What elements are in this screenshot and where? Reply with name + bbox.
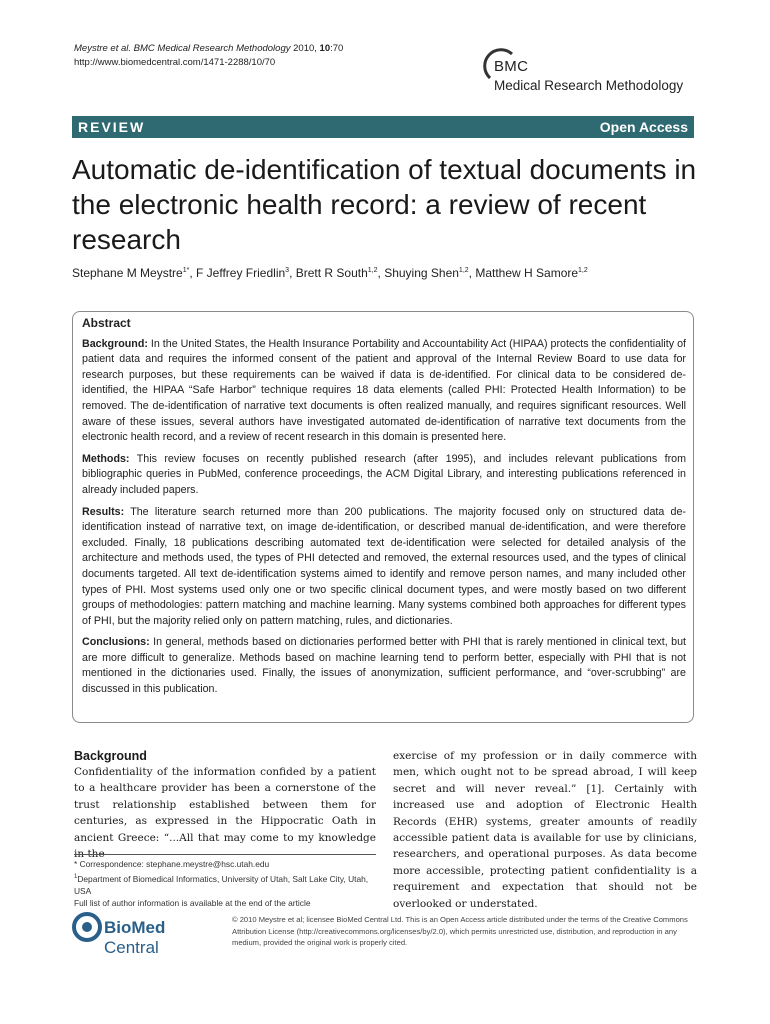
citation-url[interactable]: http://www.biomedcentral.com/1471-2288/10/70	[74, 57, 276, 68]
abstract-section-text: This review focuses on recently published research (after 1995), and includes relevant publications from bibliographic queries in PubMed, conference proceedings, the ACM Digital Library, and interesting publications referenced in already included papers.	[82, 452, 686, 496]
citation-journal: Meystre et al. BMC Medical Research Methodology	[74, 43, 291, 54]
abstract-section-label: Background:	[82, 337, 148, 350]
abstract-section	[82, 452, 686, 499]
author-list: Stephane M Meystre$^{1*}$, F Jeffrey Friedlin$^3$, Brett R South$^{1,2}$, Shuying Shen$^{1,2}$, Matthew H Samore$^{1,2}$	[72, 266, 588, 280]
body-column-left	[74, 748, 376, 862]
author-affiliation: 1,2	[578, 267, 588, 274]
author-name: Brett R South	[295, 266, 368, 280]
body-column-right	[393, 748, 697, 912]
affiliation-number: 1	[74, 873, 78, 880]
journal-brand: BMC	[494, 58, 529, 75]
author-name: F Jeffrey Friedlin	[196, 266, 286, 280]
citation-pages: :70	[330, 43, 344, 54]
author-affiliation: 3	[285, 267, 290, 274]
biomed-central-icon	[72, 912, 102, 942]
publisher-name	[104, 918, 222, 958]
author-name: Matthew H Samore	[475, 266, 579, 280]
citation-year: 2010,	[290, 43, 320, 54]
abstract-section-text: In general, methods based on dictionaries performed better with PHI that is rarely mentioned in clinical text, but are more difficult to generalize. Methods based on machine learning tend to perform better, especially with PHI that is not mentioned in the dictionaries used. Finally, the issues of anonymization, sufficient performance, and “over-scrubbing” are discussed in this publication.	[82, 636, 686, 696]
abstract-section-label: Methods:	[82, 452, 130, 465]
abstract	[82, 316, 686, 704]
author-info-note: Full list of author information is available at the end of the article	[74, 898, 311, 909]
article-title: Automatic de-identification of textual documents in the electronic health record: a review of recent research	[72, 154, 697, 255]
author-name: Shuying Shen	[384, 266, 459, 280]
journal-logo	[482, 46, 702, 96]
abstract-heading: Abstract	[82, 316, 131, 330]
publisher-name-rest: Central	[104, 938, 159, 957]
abstract-section	[82, 337, 686, 446]
affiliation-note	[74, 871, 376, 898]
author-name: Stephane M Meystre	[72, 266, 183, 280]
citation-volume: 10	[319, 43, 331, 54]
journal-name: Medical Research Methodology	[494, 78, 684, 93]
license-text: © 2010 Meystre et al; licensee BioMed Central Ltd. This is an Open Access article distributed under the terms of the Creative Commons Attribution License (http://creativecommons.org/licenses/by/2.0), which permits unrestricted use, distribution, and reproduction in any medium, provided the original work is properly cited.	[232, 915, 688, 947]
article-type: REVIEW	[78, 119, 146, 135]
publisher-name-bold: BioMed	[104, 918, 166, 937]
abstract-section-label: Conclusions:	[82, 636, 150, 649]
affiliation-text: Department of Biomedical Informatics, University of Utah, Salt Lake City, Utah, USA	[74, 873, 369, 896]
footnotes	[74, 858, 376, 910]
abstract-section-text: In the United States, the Health Insurance Portability and Accountability Act (HIPAA) protects the confidentiality of patient data and requires the informed consent of the patient and approval of the Internal Review Board to use data for research purposes, but these requirements can be waived if data is de-identified. For clinical data to be considered de-identified, the HIPAA “Safe Harbor” technique requires 18 data elements (called PHI: Protected Health Information) to be removed. The de-identification of narrative text documents is often realized manually, and requires significant resources. Well aware of these issues, several authors have investigated automated de-identification of narrative text documents from the electronic health record, and a review of recent research in this domain is presented here.	[82, 337, 686, 444]
author-affiliation: 1*	[182, 267, 190, 274]
section-heading: Background	[74, 749, 147, 763]
article-type-banner	[72, 116, 694, 138]
correspondence-note: * Correspondence: stephane.meystre@hsc.utah.edu	[74, 859, 270, 869]
body-paragraph: exercise of my profession or in daily commerce with men, which ought not to be spread abroad, I will keep secret and will never reveal.” [1]. Certainly with increased use and adoption of Electronic Health Records (EHR) systems, greater amounts of readily accessible patient data is available for use by clinicians, researchers, and operational purposes. As data become more accessible, protecting patient confidentiality is a requirement and expectation that should not be overlooked or understated.	[393, 750, 697, 910]
footnote-divider	[74, 854, 376, 855]
body-paragraph: Confidentiality of the information confided by a patient to a healthcare provider has been a cornerstone of the trust relationship established between them for centuries, as expressed in the Hippocratic Oath in ancient Greece: “...All that may come to my knowledge in the	[74, 766, 376, 861]
abstract-section-text: The literature search returned more than 200 publications. The majority focused only on structured data de-identification instead of narrative text, on image de-identification, or described manual de-identification, and were therefore excluded. Finally, 18 publications describing automated text de-identification were selected for detailed analysis of the architecture and methods used, the types of PHI detected and removed, the external resources used, and the types of clinical documents targeted. All text de-identification systems aimed to identify and remove person names, and many included other types of PHI. Most systems used only one or two specific clinical document types, and were mostly based on two different groups of methodologies: pattern matching and machine learning. Many systems combined both approaches for different types of PHI, but the majority relied only on pattern matching, rules, and dictionaries.	[82, 505, 686, 627]
abstract-section	[82, 505, 686, 630]
abstract-section	[82, 635, 686, 697]
author-affiliation: 1,2	[367, 267, 378, 274]
abstract-section-label: Results:	[82, 505, 125, 518]
open-access-label: Open Access	[599, 119, 688, 135]
publisher-logo	[72, 912, 222, 957]
author-affiliation: 1,2	[458, 267, 469, 274]
citation-header	[74, 42, 343, 70]
